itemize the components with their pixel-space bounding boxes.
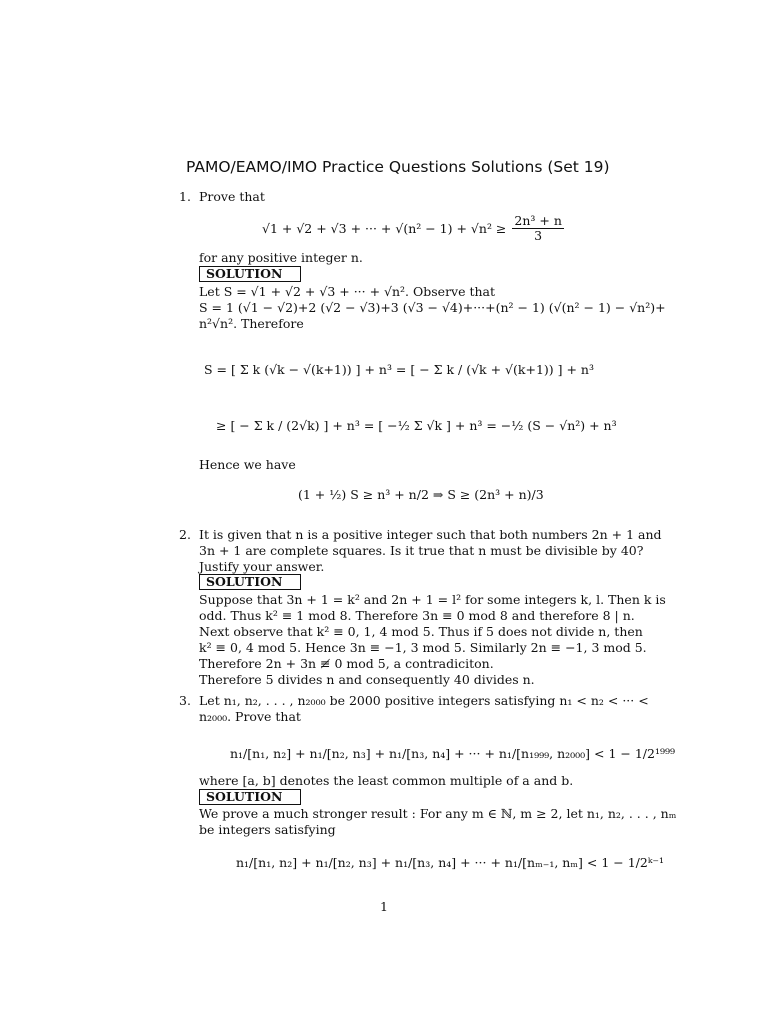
question-3-number: 3.	[179, 693, 191, 708]
solution-line: n²√n². Therefore	[199, 316, 304, 331]
prompt-line: 3n + 1 are complete squares. Is it true that n must be divisible by 40?	[199, 543, 644, 558]
question-1-solution	[199, 284, 666, 332]
solution-line: be integers satisfying	[199, 822, 336, 837]
rhs-denominator: 3	[534, 228, 543, 243]
solution-box: SOLUTION	[199, 266, 301, 282]
question-2-solution	[199, 592, 666, 688]
question-3-prompt	[199, 693, 649, 725]
question-3-inequality-general: n₁/[n₁, n₂] + n₁/[n₂, n₃] + n₁/[n₃, n₄] + ··· + n₁/[nₘ₋₁, nₘ] < 1 − 1/2ᵏ⁻¹	[236, 855, 664, 870]
question-1-inequality-rhs	[512, 214, 564, 243]
prompt-line: It is given that n is a positive integer such that both numbers 2n + 1 and	[199, 527, 662, 542]
rhs-numerator: 2n³ + n	[514, 213, 562, 228]
question-2-prompt	[199, 527, 662, 575]
prompt-line: n₂₀₀₀. Prove that	[199, 709, 301, 724]
solution-label-3	[199, 789, 301, 805]
question-1-number: 1.	[179, 189, 191, 204]
page-title: PAMO/EAMO/IMO Practice Questions Solutions (Set 19)	[186, 158, 610, 176]
question-1-inequality-lhs: √1 + √2 + √3 + ··· + √(n² − 1) + √n² ≥	[262, 221, 507, 236]
solution-line: Therefore 5 divides n and consequently 40 divides n.	[199, 672, 535, 687]
question-1-inequality	[262, 214, 566, 243]
solution-label-1	[199, 266, 301, 282]
solution-line: S = 1 (√1 − √2)+2 (√2 − √3)+3 (√3 − √4)+···+(n² − 1) (√(n² − 1) − √n²)+	[199, 300, 666, 315]
solution-line: We prove a much stronger result : For any m ∈ ℕ, m ≥ 2, let n₁, n₂, . . . , nₘ	[199, 806, 677, 821]
prompt-line: Justify your answer.	[199, 559, 325, 574]
solution-line: k² ≡ 0, 4 mod 5. Hence 3n ≡ −1, 3 mod 5. Similarly 2n ≡ −1, 3 mod 5.	[199, 640, 647, 655]
question-3-where: where [a, b] denotes the least common multiple of a and b.	[199, 773, 574, 788]
question-2-number: 2.	[179, 527, 191, 542]
solution-line: Let S = √1 + √2 + √3 + ··· + √n². Observe that	[199, 284, 496, 299]
solution-box: SOLUTION	[199, 789, 301, 805]
question-3-solution	[199, 806, 676, 838]
question-1-hence: Hence we have	[199, 457, 296, 472]
solution-line: Therefore 2n + 3n ≢ 0 mod 5, a contradiciton.	[199, 656, 494, 671]
question-3-inequality: n₁/[n₁, n₂] + n₁/[n₂, n₃] + n₁/[n₃, n₄] + ··· + n₁/[n₁₉₉₉, n₂₀₀₀] < 1 − 1/2¹⁹⁹⁹	[230, 746, 676, 761]
page-number: 1	[380, 899, 388, 914]
question-1-display-2: ≥ [ − Σ k / (2√k) ] + n³ = [ −½ Σ √k ] + n³ = −½ (S − √n²) + n³	[216, 418, 617, 433]
solution-line: odd. Thus k² ≡ 1 mod 8. Therefore 3n ≡ 0 mod 8 and therefore 8 | n.	[199, 608, 635, 623]
solution-box: SOLUTION	[199, 574, 301, 590]
solution-line: Next observe that k² ≡ 0, 1, 4 mod 5. Thus if 5 does not divide n, then	[199, 624, 643, 639]
question-1-final: (1 + ½) S ≥ n³ + n/2 ⇒ S ≥ (2n³ + n)/3	[298, 487, 544, 502]
question-1-display-1: S = [ Σ k (√k − √(k+1)) ] + n³ = [ − Σ k / (√k + √(k+1)) ] + n³	[204, 362, 594, 377]
question-1-condition: for any positive integer n.	[199, 250, 363, 265]
prompt-line: Let n₁, n₂, . . . , n₂₀₀₀ be 2000 positive integers satisfying n₁ < n₂ < ··· <	[199, 693, 649, 708]
solution-line: Suppose that 3n + 1 = k² and 2n + 1 = l² for some integers k, l. Then k is	[199, 592, 666, 607]
question-1-prompt: Prove that	[199, 189, 265, 204]
solution-label-2	[199, 574, 301, 590]
